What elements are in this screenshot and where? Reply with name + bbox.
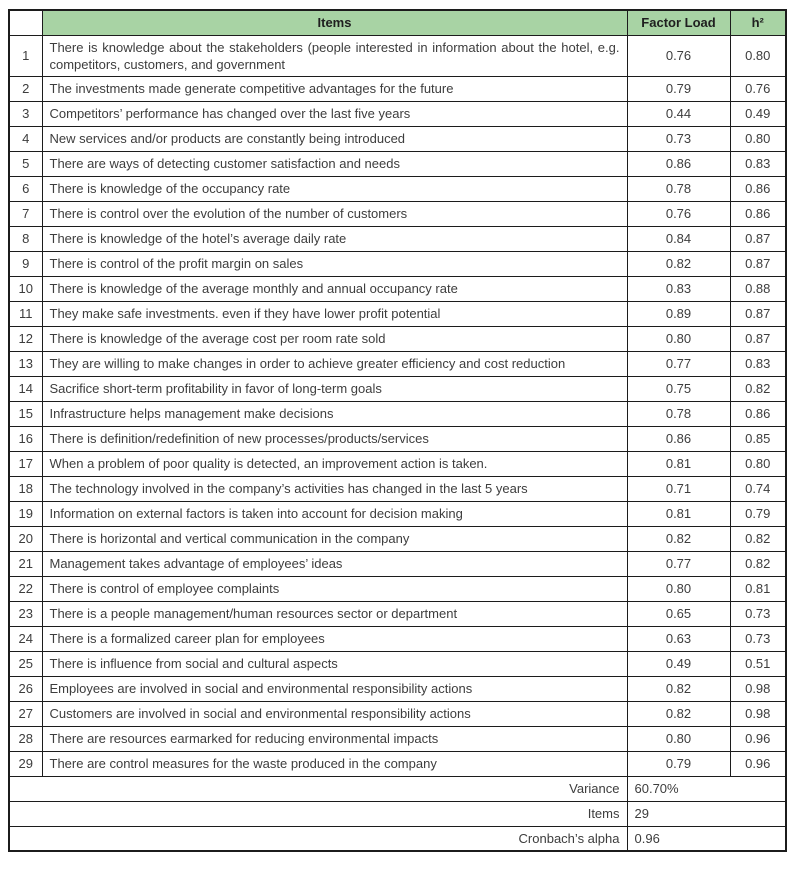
h2-value: 0.76: [730, 76, 786, 101]
table-row: [9, 701, 786, 726]
h2-value: 0.73: [730, 601, 786, 626]
factor-load-value: 0.82: [627, 526, 730, 551]
factor-load-value: 0.80: [627, 326, 730, 351]
table-row: [9, 376, 786, 401]
h2-value: 0.86: [730, 201, 786, 226]
table-row: [9, 251, 786, 276]
row-number: 3: [9, 101, 42, 126]
row-number: 15: [9, 401, 42, 426]
item-text: There are ways of detecting customer satisfaction and needs: [42, 151, 627, 176]
summary-label: Items: [9, 801, 627, 826]
item-text: There is control of the profit margin on sales: [42, 251, 627, 276]
items-column-header: Items: [42, 10, 627, 35]
h2-value: 0.82: [730, 376, 786, 401]
summary-row: [9, 801, 786, 826]
summary-label: Variance: [9, 776, 627, 801]
item-text: There is knowledge of the average cost per room rate sold: [42, 326, 627, 351]
factor-load-value: 0.81: [627, 501, 730, 526]
item-text: There is horizontal and vertical communication in the company: [42, 526, 627, 551]
h2-value: 0.80: [730, 126, 786, 151]
row-number: 16: [9, 426, 42, 451]
factor-load-value: 0.80: [627, 576, 730, 601]
row-number: 18: [9, 476, 42, 501]
h2-value: 0.96: [730, 751, 786, 776]
item-text: Information on external factors is taken into account for decision making: [42, 501, 627, 526]
row-number: 4: [9, 126, 42, 151]
item-text: When a problem of poor quality is detected, an improvement action is taken.: [42, 451, 627, 476]
item-text: Employees are involved in social and environmental responsibility actions: [42, 676, 627, 701]
item-text: Competitors’ performance has changed over the last five years: [42, 101, 627, 126]
item-text: There is control of employee complaints: [42, 576, 627, 601]
table-row: [9, 551, 786, 576]
row-number: 28: [9, 726, 42, 751]
h2-value: 0.85: [730, 426, 786, 451]
summary-row: [9, 776, 786, 801]
item-text: They make safe investments. even if they have lower profit potential: [42, 301, 627, 326]
row-number: 23: [9, 601, 42, 626]
summary-value: 60.70%: [627, 776, 786, 801]
row-number: 2: [9, 76, 42, 101]
factor-load-value: 0.83: [627, 276, 730, 301]
row-number: 6: [9, 176, 42, 201]
h2-column-header: h²: [730, 10, 786, 35]
row-number: 13: [9, 351, 42, 376]
row-number: 24: [9, 626, 42, 651]
row-number: 1: [9, 35, 42, 76]
table-row: [9, 651, 786, 676]
row-number: 5: [9, 151, 42, 176]
table-row: [9, 276, 786, 301]
h2-value: 0.86: [730, 401, 786, 426]
table-row: [9, 751, 786, 776]
table-row: [9, 501, 786, 526]
table-row: [9, 301, 786, 326]
factor-load-value: 0.77: [627, 551, 730, 576]
item-text: There are control measures for the waste produced in the company: [42, 751, 627, 776]
number-column-header: [9, 10, 42, 35]
h2-value: 0.87: [730, 326, 786, 351]
factor-load-value: 0.79: [627, 751, 730, 776]
factor-load-value: 0.76: [627, 35, 730, 76]
row-number: 20: [9, 526, 42, 551]
row-number: 7: [9, 201, 42, 226]
h2-value: 0.74: [730, 476, 786, 501]
item-text: There is knowledge of the average monthly and annual occupancy rate: [42, 276, 627, 301]
h2-value: 0.51: [730, 651, 786, 676]
h2-value: 0.88: [730, 276, 786, 301]
table-row: [9, 526, 786, 551]
factor-load-value: 0.89: [627, 301, 730, 326]
row-number: 22: [9, 576, 42, 601]
factor-load-value: 0.77: [627, 351, 730, 376]
h2-value: 0.73: [730, 626, 786, 651]
factor-load-value: 0.63: [627, 626, 730, 651]
table-body: [9, 35, 786, 776]
item-text: Customers are involved in social and environmental responsibility actions: [42, 701, 627, 726]
factor-analysis-table: [8, 9, 787, 852]
factor-load-value: 0.79: [627, 76, 730, 101]
factor-load-column-header: Factor Load: [627, 10, 730, 35]
factor-load-value: 0.65: [627, 601, 730, 626]
item-text: There is definition/redefinition of new processes/products/services: [42, 426, 627, 451]
factor-load-value: 0.76: [627, 201, 730, 226]
table-row: [9, 151, 786, 176]
table-row: [9, 226, 786, 251]
row-number: 8: [9, 226, 42, 251]
item-text: Sacrifice short-term profitability in favor of long-term goals: [42, 376, 627, 401]
h2-value: 0.82: [730, 526, 786, 551]
table-row: [9, 126, 786, 151]
item-text: There is control over the evolution of the number of customers: [42, 201, 627, 226]
row-number: 26: [9, 676, 42, 701]
factor-load-value: 0.86: [627, 151, 730, 176]
table-row: [9, 176, 786, 201]
item-text: Infrastructure helps management make decisions: [42, 401, 627, 426]
item-text: New services and/or products are constantly being introduced: [42, 126, 627, 151]
table-row: [9, 726, 786, 751]
item-text: There is a formalized career plan for employees: [42, 626, 627, 651]
h2-value: 0.87: [730, 226, 786, 251]
table-row: [9, 76, 786, 101]
item-text: There is a people management/human resources sector or department: [42, 601, 627, 626]
h2-value: 0.79: [730, 501, 786, 526]
h2-value: 0.87: [730, 301, 786, 326]
h2-value: 0.81: [730, 576, 786, 601]
factor-load-value: 0.82: [627, 251, 730, 276]
summary-value: 29: [627, 801, 786, 826]
factor-load-value: 0.82: [627, 701, 730, 726]
table-row: [9, 101, 786, 126]
factor-load-value: 0.75: [627, 376, 730, 401]
h2-value: 0.80: [730, 451, 786, 476]
header-row: [9, 10, 786, 35]
table-row: [9, 201, 786, 226]
row-number: 14: [9, 376, 42, 401]
item-text: There is knowledge of the occupancy rate: [42, 176, 627, 201]
factor-load-value: 0.49: [627, 651, 730, 676]
h2-value: 0.80: [730, 35, 786, 76]
table-footer: [9, 776, 786, 851]
summary-label: Cronbach’s alpha: [9, 826, 627, 851]
factor-load-value: 0.84: [627, 226, 730, 251]
h2-value: 0.82: [730, 551, 786, 576]
h2-value: 0.49: [730, 101, 786, 126]
row-number: 27: [9, 701, 42, 726]
table-row: [9, 326, 786, 351]
item-text: There are resources earmarked for reducing environmental impacts: [42, 726, 627, 751]
h2-value: 0.83: [730, 351, 786, 376]
factor-load-value: 0.73: [627, 126, 730, 151]
factor-load-value: 0.78: [627, 176, 730, 201]
item-text: The technology involved in the company’s activities has changed in the last 5 years: [42, 476, 627, 501]
factor-load-value: 0.82: [627, 676, 730, 701]
table-row: [9, 401, 786, 426]
row-number: 21: [9, 551, 42, 576]
table-row: [9, 451, 786, 476]
row-number: 29: [9, 751, 42, 776]
row-number: 10: [9, 276, 42, 301]
h2-value: 0.83: [730, 151, 786, 176]
h2-value: 0.96: [730, 726, 786, 751]
item-text: There is knowledge of the hotel’s average daily rate: [42, 226, 627, 251]
h2-value: 0.86: [730, 176, 786, 201]
row-number: 25: [9, 651, 42, 676]
row-number: 9: [9, 251, 42, 276]
item-text: There is knowledge about the stakeholders (people interested in information about the hotel, e.g. competitors, customers, and government: [42, 35, 627, 76]
h2-value: 0.98: [730, 701, 786, 726]
table-row: [9, 576, 786, 601]
table-row: [9, 601, 786, 626]
item-text: The investments made generate competitive advantages for the future: [42, 76, 627, 101]
table-row: [9, 351, 786, 376]
item-text: Management takes advantage of employees’ ideas: [42, 551, 627, 576]
factor-load-value: 0.81: [627, 451, 730, 476]
table-row: [9, 35, 786, 76]
item-text: They are willing to make changes in order to achieve greater efficiency and cost reduction: [42, 351, 627, 376]
h2-value: 0.87: [730, 251, 786, 276]
row-number: 11: [9, 301, 42, 326]
factor-load-value: 0.78: [627, 401, 730, 426]
row-number: 19: [9, 501, 42, 526]
summary-value: 0.96: [627, 826, 786, 851]
row-number: 17: [9, 451, 42, 476]
table-row: [9, 426, 786, 451]
item-text: There is influence from social and cultural aspects: [42, 651, 627, 676]
table-row: [9, 676, 786, 701]
table-row: [9, 626, 786, 651]
row-number: 12: [9, 326, 42, 351]
factor-load-value: 0.80: [627, 726, 730, 751]
table-row: [9, 476, 786, 501]
factor-load-value: 0.86: [627, 426, 730, 451]
h2-value: 0.98: [730, 676, 786, 701]
summary-row: [9, 826, 786, 851]
factor-load-value: 0.71: [627, 476, 730, 501]
factor-load-value: 0.44: [627, 101, 730, 126]
